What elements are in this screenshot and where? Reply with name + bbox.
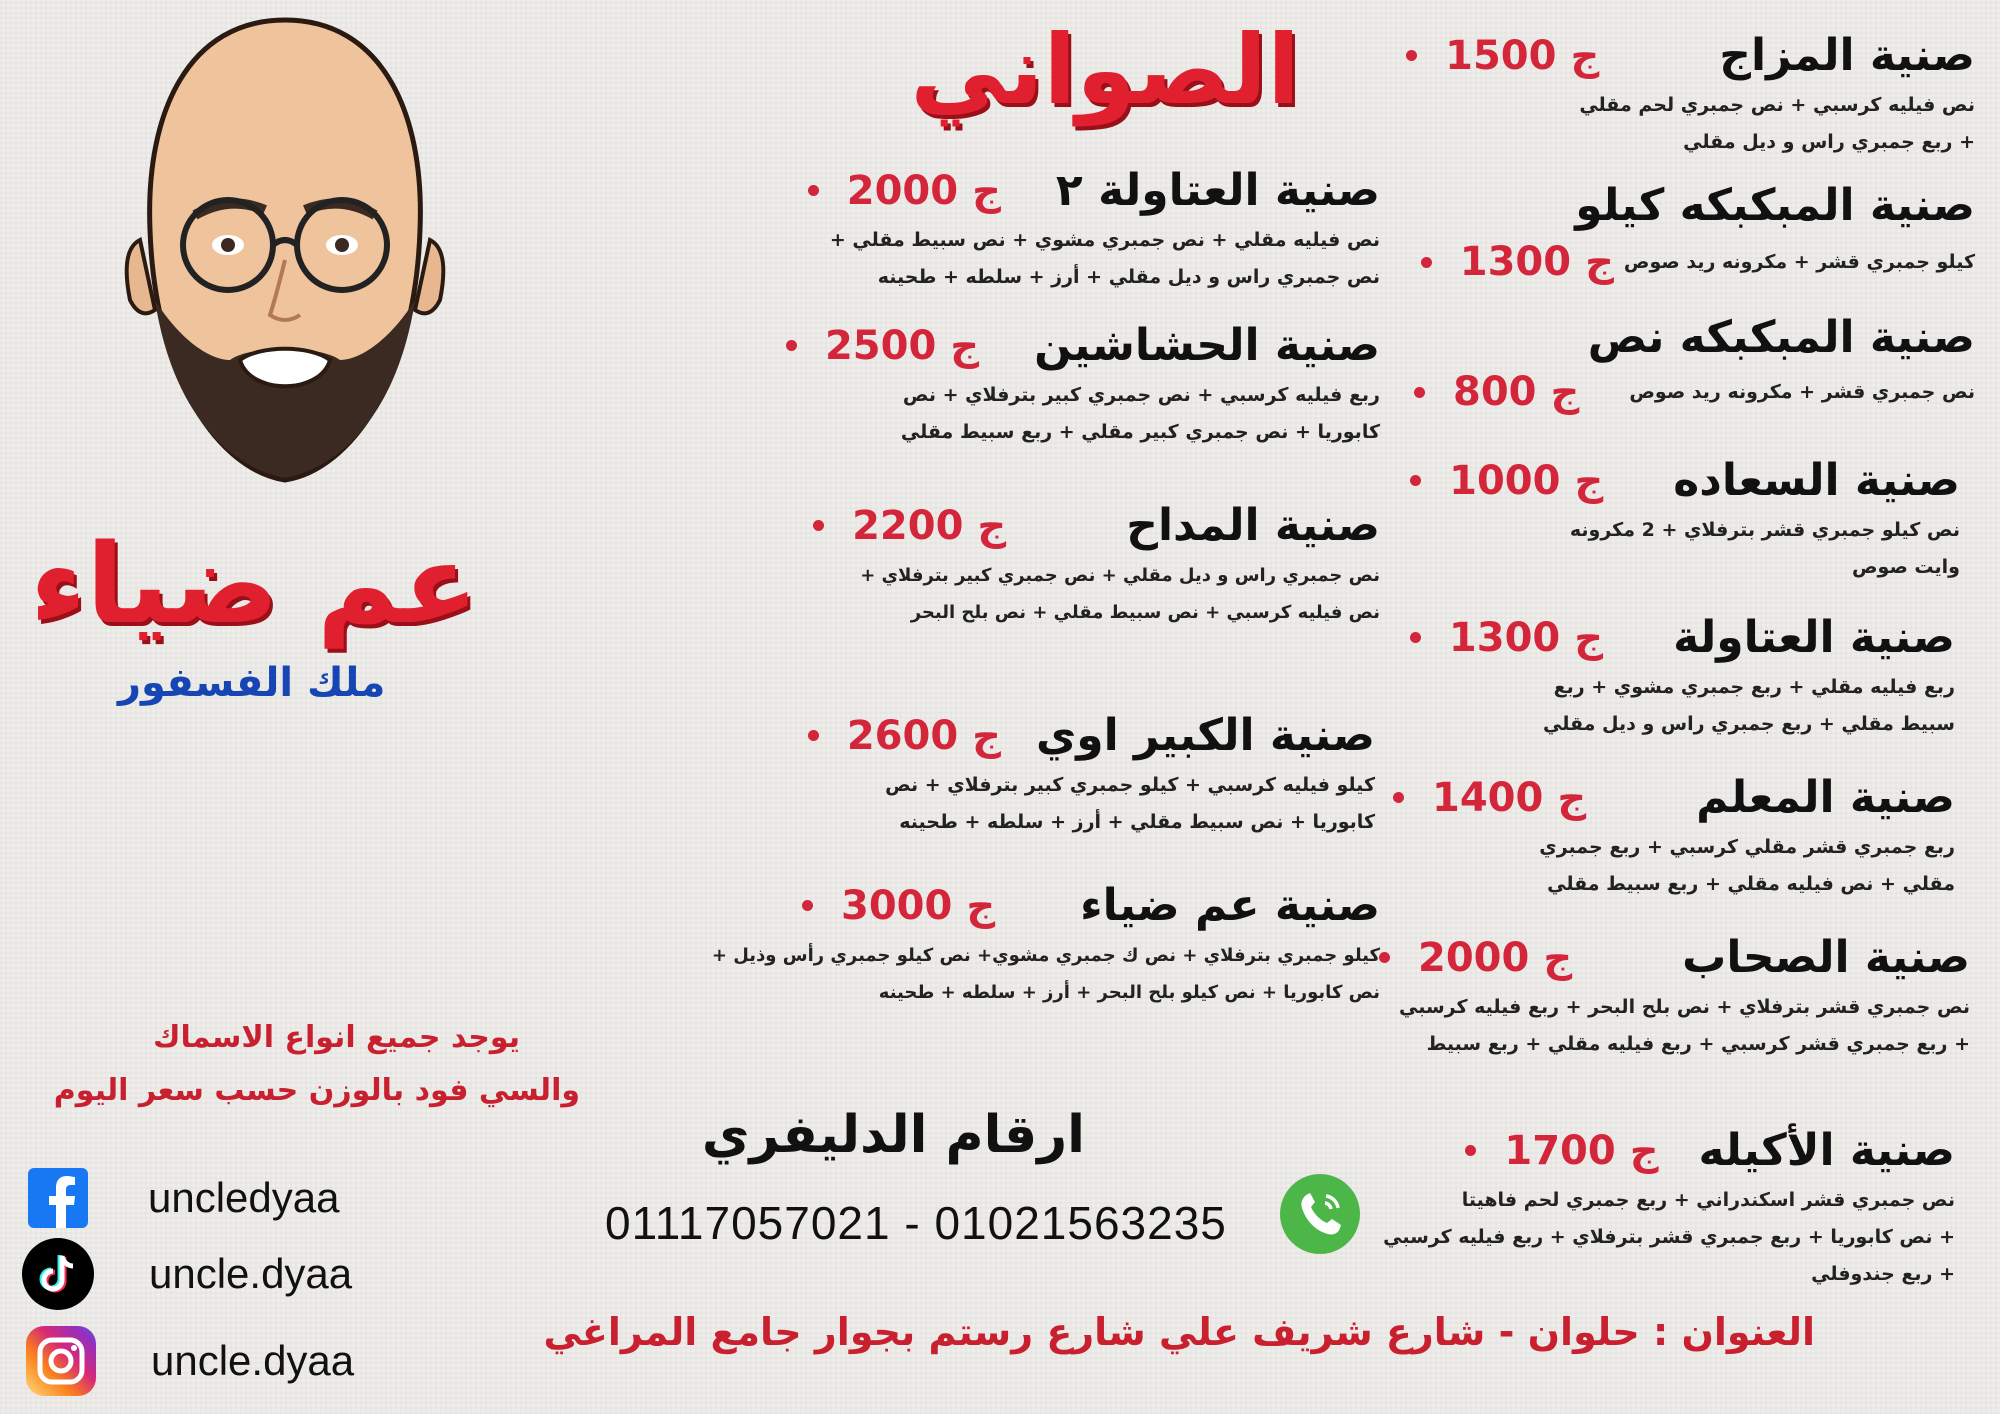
delivery-phones[interactable]: 01117057021 - 01021563235 <box>605 1197 1227 1249</box>
tray-description <box>813 557 1380 631</box>
desc-line: نص جمبري قشر بترفلاي + نص بلح البحر + ربع فيليه كرسبي <box>1398 996 1970 1018</box>
facebook-icon <box>28 1168 88 1228</box>
tray-price <box>802 883 995 929</box>
tray-price <box>808 713 1001 759</box>
social-facebook[interactable] <box>28 1168 339 1228</box>
price-value: 1000 <box>1449 457 1561 504</box>
tray-name: صنية الصحاب <box>1682 932 1970 983</box>
currency-label: ج <box>1585 239 1614 285</box>
tray-description <box>1383 1182 1955 1293</box>
tray-item <box>808 165 1380 296</box>
tray-description <box>1406 87 1975 161</box>
desc-line: نص كابوريا + نص كيلو بلح البحر + أرز + سلطه + طحينه <box>878 982 1380 1003</box>
currency-label: ج <box>1574 457 1604 504</box>
desc-line: + ربع جمبري قشر كرسبي + ربع فيليه مقلي + ربع سبيط <box>1426 1033 1970 1055</box>
tray-description <box>1379 989 1970 1063</box>
tray-price <box>813 503 1006 549</box>
tray-name: صنية الأكيله <box>1698 1125 1955 1176</box>
tray-price <box>1414 369 1579 415</box>
currency-label: ج <box>950 322 980 369</box>
desc-line: كابوريا + نص جمبري كبير مقلي + ربع سبيط مقلي <box>900 421 1380 443</box>
tray-description <box>808 767 1375 841</box>
tray-price <box>1406 33 1599 79</box>
currency-label: ج <box>1574 614 1604 661</box>
currency-label: ج <box>1570 32 1600 79</box>
desc-line: سبيط مقلي + ربع جمبري راس و ديل مقلي <box>1542 713 1955 735</box>
availability-note <box>54 1020 580 1108</box>
currency-label: ج <box>972 167 1001 214</box>
tiktok-icon <box>22 1238 94 1310</box>
desc-line: كيلو جمبري بترفلاي + نص ك جمبري مشوي+ نص كيلو جمبري رأس وذيل + <box>711 945 1380 966</box>
desc-line: نص فيليه كرسبي + نص سبيط مقلي + نص بلح البحر <box>910 602 1380 623</box>
tray-price <box>1410 615 1603 661</box>
tray-price <box>1410 458 1603 504</box>
social-handle: uncle.dyaa <box>151 1337 355 1384</box>
currency-label: ج <box>1550 369 1580 415</box>
tray-name: صنية العتاولة <box>1673 612 1955 663</box>
price-value: 2000 <box>846 167 959 214</box>
price-value: 2200 <box>852 502 964 549</box>
social-handle: uncle.dyaa <box>149 1250 353 1297</box>
price-value: 1700 <box>1504 1127 1616 1174</box>
tray-item <box>1379 932 1970 1063</box>
tray-price <box>808 168 1001 214</box>
brand-subtitle: ملك الفسفور <box>118 660 386 706</box>
tray-item <box>1414 312 1975 415</box>
price-value: 2600 <box>846 712 959 759</box>
desc-line: نص فيليه كرسبي + نص جمبري لحم مقلي <box>1579 94 1975 116</box>
tray-item <box>712 880 1380 1011</box>
tray-item <box>1393 772 1955 903</box>
currency-label: ج <box>972 712 1001 759</box>
bullet-icon <box>1410 475 1421 486</box>
tray-name: صنية عم ضياء <box>1080 880 1380 931</box>
tray-price <box>786 323 979 369</box>
desc-line: كابوريا + نص سبيط مقلي + أرز + سلطه + طحينه <box>899 811 1375 833</box>
currency-label: ج <box>977 502 1007 549</box>
tray-item <box>1421 180 1975 285</box>
price-value: 2500 <box>824 322 937 369</box>
tray-price <box>1465 1128 1658 1174</box>
instagram-icon <box>26 1326 96 1396</box>
tray-description <box>1410 669 1955 743</box>
tray-description: نص جمبري قشر + مكرونه ريد صوص <box>1629 380 1975 403</box>
price-value: 3000 <box>841 882 953 929</box>
desc-line: نص جمبري راس و ديل مقلي + أرز + سلطه + طحينه <box>877 266 1380 288</box>
currency-label: ج <box>1629 1127 1659 1174</box>
desc-line: نص كيلو جمبري قشر بترفلاي + 2 مكرونه <box>1569 519 1960 541</box>
tray-name: صنية المبكبكه نص <box>1587 312 1975 363</box>
tray-description <box>1410 512 1960 586</box>
social-instagram[interactable] <box>26 1326 354 1396</box>
desc-line: نص فيليه مقلي + نص جمبري مشوي + نص سبيط مقلي + <box>829 229 1380 251</box>
tray-description <box>808 222 1380 296</box>
address-line: العنوان : حلوان - شارع شريف علي شارع رستم بجوار جامع المراغي <box>543 1310 1815 1354</box>
desc-line: كيلو فيليه كرسبي + كيلو جمبري كبير بترفلاي + نص <box>885 774 1375 796</box>
tray-item <box>1406 30 1975 161</box>
tray-item <box>1410 612 1955 743</box>
desc-line: ربع جمبري قشر مقلي كرسبي + ربع جمبري <box>1539 836 1955 858</box>
bullet-icon <box>1410 632 1421 643</box>
tray-description <box>1393 829 1955 903</box>
tray-description: كيلو جمبري قشر + مكرونه ريد صوص <box>1623 250 1975 273</box>
tray-name: صنية المزاج <box>1719 30 1975 81</box>
desc-line: نص جمبري قشر اسكندراني + ربع جمبري لحم فاهيتا <box>1461 1189 1955 1211</box>
bullet-icon <box>802 900 813 911</box>
desc-line: + ربع جمبري راس و ديل مقلي <box>1683 131 1975 153</box>
bullet-icon <box>786 340 797 351</box>
price-value: 1400 <box>1432 774 1544 821</box>
tray-name: صنية المبكبكه كيلو <box>1575 180 1975 231</box>
tray-name: صنية الحشاشين <box>1034 320 1380 371</box>
price-value: 1500 <box>1445 32 1557 79</box>
currency-label: ج <box>1557 774 1587 821</box>
currency-label: ج <box>966 882 996 929</box>
tray-item <box>808 710 1375 841</box>
avatar <box>100 0 470 500</box>
social-handle: uncledyaa <box>148 1174 340 1221</box>
desc-line: ربع فيليه مقلي + ربع جمبري مشوي + ربع <box>1553 676 1955 698</box>
bullet-icon <box>1414 387 1425 398</box>
note-line: يوجد جميع انواع الاسماك <box>153 1020 520 1055</box>
tray-item <box>1410 455 1960 586</box>
bullet-icon <box>1393 792 1404 803</box>
desc-line: + نص كابوريا + ربع جمبري قشر بترفلاي + ربع فيليه كرسبي <box>1383 1226 1955 1248</box>
tray-price <box>1421 239 1614 285</box>
menu-title: الصواني <box>910 14 1300 126</box>
desc-line: + ربع جندوفلي <box>1811 1263 1955 1285</box>
tray-price <box>1379 935 1572 981</box>
bullet-icon <box>808 185 819 196</box>
bullet-icon <box>1421 257 1432 268</box>
delivery-title: ارقام الدليفري <box>701 1105 1085 1165</box>
price-value: 1300 <box>1459 239 1572 285</box>
tray-item <box>786 320 1380 451</box>
tray-name: صنية الكبير اوي <box>1035 710 1375 761</box>
tray-name: صنية المداح <box>1126 500 1380 551</box>
social-tiktok[interactable] <box>22 1238 352 1310</box>
price-value: 2000 <box>1417 934 1530 981</box>
bullet-icon <box>808 730 819 741</box>
price-value: 1300 <box>1448 614 1561 661</box>
note-line: والسي فود بالوزن حسب سعر اليوم <box>53 1073 580 1108</box>
desc-line: وايت صوص <box>1851 556 1960 578</box>
tray-name: صنية السعاده <box>1673 455 1960 506</box>
tray-description <box>712 937 1380 1011</box>
phone-icon[interactable] <box>1280 1174 1360 1254</box>
tray-name: صنية المعلم <box>1696 772 1955 823</box>
bullet-icon <box>813 520 824 531</box>
desc-line: مقلي + نص فيليه مقلي + ربع سبيط مقلي <box>1547 873 1955 895</box>
desc-line: ربع فيليه كرسبي + نص جمبري كبير بترفلاي + نص <box>902 384 1380 406</box>
tray-item <box>1383 1125 1955 1293</box>
bullet-icon <box>1465 1145 1476 1156</box>
bullet-icon <box>1379 952 1390 963</box>
brand-name: عم ضياء <box>30 520 479 648</box>
bullet-icon <box>1406 50 1417 61</box>
tray-description <box>786 377 1380 451</box>
tray-name: صنية العتاولة ٢ <box>1055 165 1380 216</box>
desc-line: نص جمبري راس و ديل مقلي + نص جمبري كبير بترفلاي + <box>860 565 1380 586</box>
tray-price <box>1393 775 1586 821</box>
price-value: 800 <box>1453 369 1537 415</box>
tray-item <box>813 500 1380 631</box>
currency-label: ج <box>1543 934 1573 981</box>
